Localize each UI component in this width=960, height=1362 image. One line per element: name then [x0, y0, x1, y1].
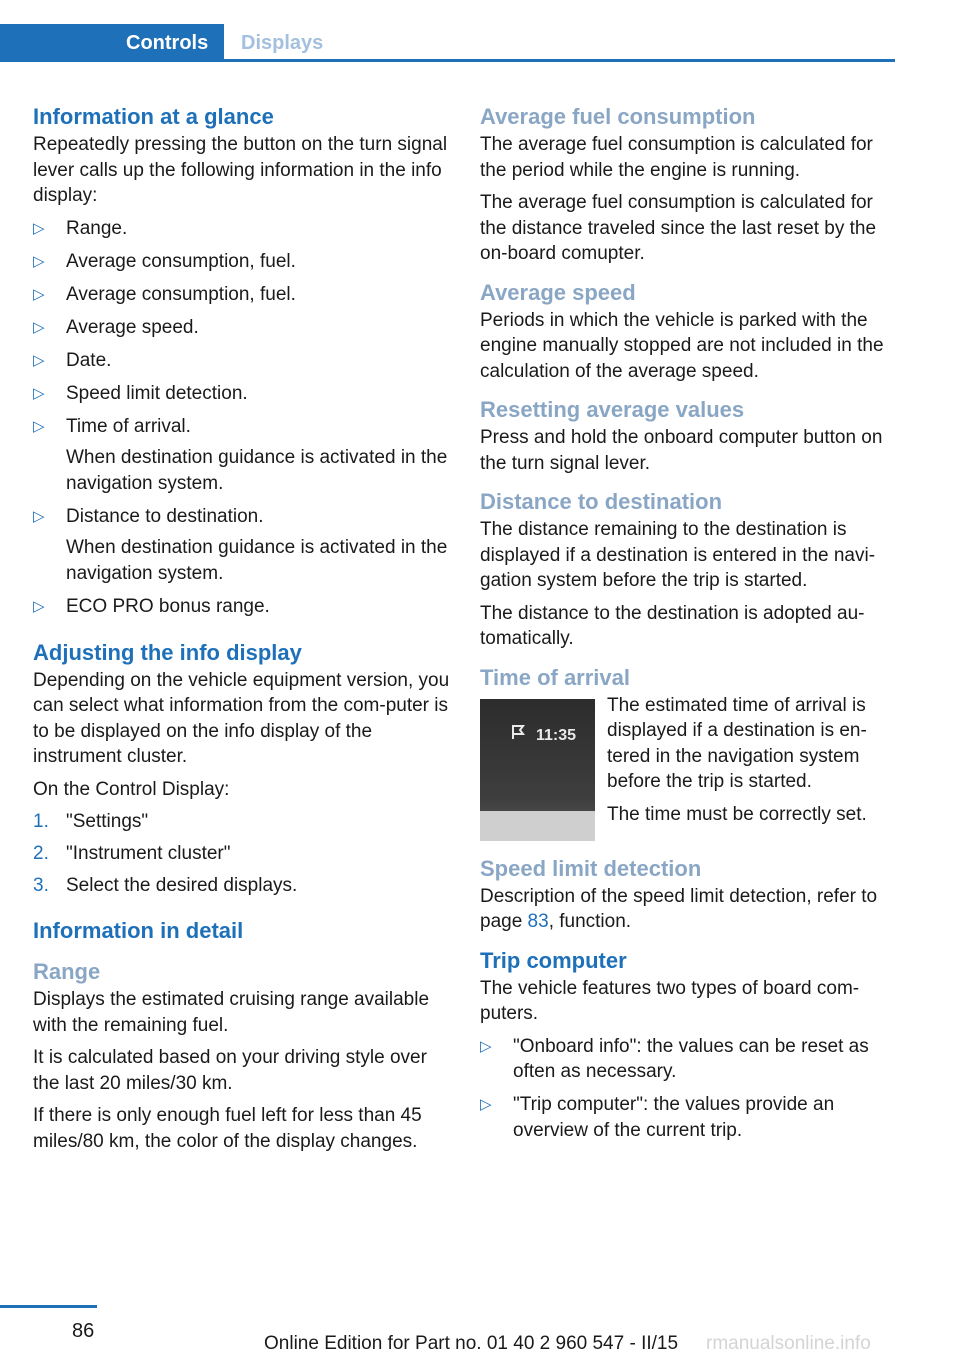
list-item-text: ECO PRO bonus range.: [66, 595, 270, 617]
triangle-bullet-icon: ▷: [33, 507, 45, 525]
list-item: [33, 381, 451, 414]
section-title-adjust: Adjusting the info display: [33, 639, 302, 665]
list-item: [33, 809, 451, 841]
list-item-text: "Onboard info": the values can be reset as often as necessary.: [513, 1035, 869, 1082]
step-number: 2.: [33, 843, 49, 864]
navigation-flag-icon: [510, 723, 528, 741]
steps-list: [33, 809, 451, 905]
page-number: 86: [72, 1320, 95, 1342]
list-item: [33, 282, 451, 315]
reset-paragraph: Press and hold the onboard computer button on the turn signal lever.: [480, 427, 883, 474]
triangle-bullet-icon: ▷: [480, 1037, 492, 1055]
arrival-paragraph-1: The estimated time of arrival is displayed if a destination is en‐tered in the navigation system before the trip is started.: [607, 694, 867, 792]
trip-paragraph: The vehicle features two types of board com‐puters.: [480, 977, 860, 1024]
triangle-bullet-icon: ▷: [33, 219, 45, 237]
list-item: [480, 1092, 900, 1151]
list-item-text: Speed limit detection.: [66, 382, 248, 404]
avg-fuel-paragraph-1: The average fuel consumption is calculated for the period while the engine is running.: [480, 134, 873, 181]
triangle-bullet-icon: ▷: [33, 351, 45, 369]
list-item-subtext: When destination guidance is activated in the navigation system.: [66, 447, 448, 494]
list-item: [33, 414, 451, 504]
subsection-title-reset: Resetting average values: [480, 397, 745, 422]
left-column: [33, 102, 451, 1161]
footer-divider: [0, 1305, 97, 1308]
list-item-text: Time of arrival.: [66, 415, 191, 437]
range-paragraph-3: If there is only enough fuel left for less than 45 miles/80 km, the color of the display changes.: [33, 1105, 422, 1152]
list-item-text: Average consumption, fuel.: [66, 283, 296, 305]
glance-intro: Repeatedly pressing the button on the turn signal lever calls up the following information in the info display:: [33, 134, 448, 206]
step-number: 1.: [33, 811, 49, 832]
range-paragraph-2: It is calculated based on your driving style over the last 20 miles/30 km.: [33, 1047, 427, 1094]
glance-list: [33, 216, 451, 627]
subsection-title-range: Range: [33, 959, 101, 984]
triangle-bullet-icon: ▷: [33, 417, 45, 435]
arrival-text: [607, 693, 900, 828]
avg-fuel-paragraph-2: The average fuel consumption is calculated for the distance traveled since the last reset by the on-board comupter.: [480, 192, 877, 264]
distance-paragraph-2: The distance to the destination is adopted au‐tomatically.: [480, 602, 865, 649]
arrival-paragraph-2: The time must be correctly set.: [607, 803, 867, 825]
section-title-trip: Trip computer: [480, 947, 627, 973]
step-text: Select the desired displays.: [66, 875, 298, 896]
list-item: [33, 594, 451, 627]
triangle-bullet-icon: ▷: [480, 1096, 492, 1113]
list-item: [33, 841, 451, 873]
step-text: "Instrument cluster": [66, 843, 231, 864]
list-item: [33, 249, 451, 282]
page-reference-link[interactable]: 83: [527, 911, 549, 932]
subsection-title-speed-limit: Speed limit detection: [480, 855, 702, 881]
list-item-text: Date.: [66, 349, 112, 371]
triangle-bullet-icon: ▷: [33, 252, 45, 270]
right-column: [480, 102, 900, 1158]
list-item-text: Average speed.: [66, 316, 199, 338]
list-item-text: Range.: [66, 217, 128, 239]
arrival-figure-block: [480, 693, 900, 843]
avg-speed-paragraph: Periods in which the vehicle is parked with the engine manually stopped are not included in the calculation of the average speed.: [480, 309, 884, 382]
list-item-subtext: When destination guidance is activated in the navigation system.: [66, 537, 448, 584]
speed-limit-paragraph: [480, 884, 900, 935]
speed-limit-text-after: , function.: [548, 911, 632, 932]
header-bar: [0, 0, 895, 62]
subsection-title-distance: Distance to destination: [480, 489, 723, 514]
step-text: "Settings": [66, 811, 149, 832]
speed-limit-text-before: Description of the speed limit detection, refer to page: [480, 885, 878, 932]
section-title-glance: Information at a glance: [33, 104, 274, 129]
list-item: [33, 216, 451, 249]
subsection-title-arrival: Time of arrival: [480, 664, 630, 690]
tab-displays[interactable]: Displays: [241, 32, 324, 54]
triangle-bullet-icon: ▷: [33, 318, 45, 336]
list-item: [33, 348, 451, 381]
edition-note: Online Edition for Part no. 01 40 2 960 547 - II/15: [264, 1333, 679, 1354]
list-item-text: Distance to destination.: [66, 505, 264, 527]
subsection-title-avg-speed: Average speed: [480, 279, 636, 305]
adjust-paragraph-1: Depending on the vehicle equipment version, you can select what information from the com‐puter is to be displayed on the info display of the instrument cluster.: [33, 669, 450, 767]
trip-list: [480, 1034, 900, 1151]
subsection-title-avg-fuel: Average fuel consumption: [480, 104, 756, 129]
step-number: 3.: [33, 875, 49, 896]
arrival-display-image: [480, 699, 595, 841]
triangle-bullet-icon: ▷: [33, 384, 45, 402]
arrival-time-readout: 11:35: [536, 726, 577, 744]
tab-controls[interactable]: Controls: [0, 24, 224, 62]
list-item-text: "Trip computer": the values provide an overview of the current trip.: [513, 1094, 835, 1141]
adjust-paragraph-2: On the Control Display:: [33, 778, 230, 800]
list-item: [33, 504, 451, 594]
list-item: [33, 315, 451, 348]
header-divider: [0, 59, 895, 62]
display-bottom-bar: [480, 811, 595, 841]
watermark: rmanualsonline.info: [706, 1333, 871, 1354]
section-title-detail: Information in detail: [33, 918, 244, 943]
triangle-bullet-icon: ▷: [33, 597, 45, 615]
triangle-bullet-icon: ▷: [33, 285, 45, 303]
distance-paragraph-1: The distance remaining to the destination is displayed if a destination is entered in the navi‐gation system before the trip is started.: [480, 519, 876, 591]
list-item-text: Average consumption, fuel.: [66, 250, 296, 272]
list-item: [480, 1034, 900, 1093]
list-item: [33, 873, 451, 905]
range-paragraph-1: Displays the estimated cruising range available with the remaining fuel.: [33, 989, 430, 1036]
